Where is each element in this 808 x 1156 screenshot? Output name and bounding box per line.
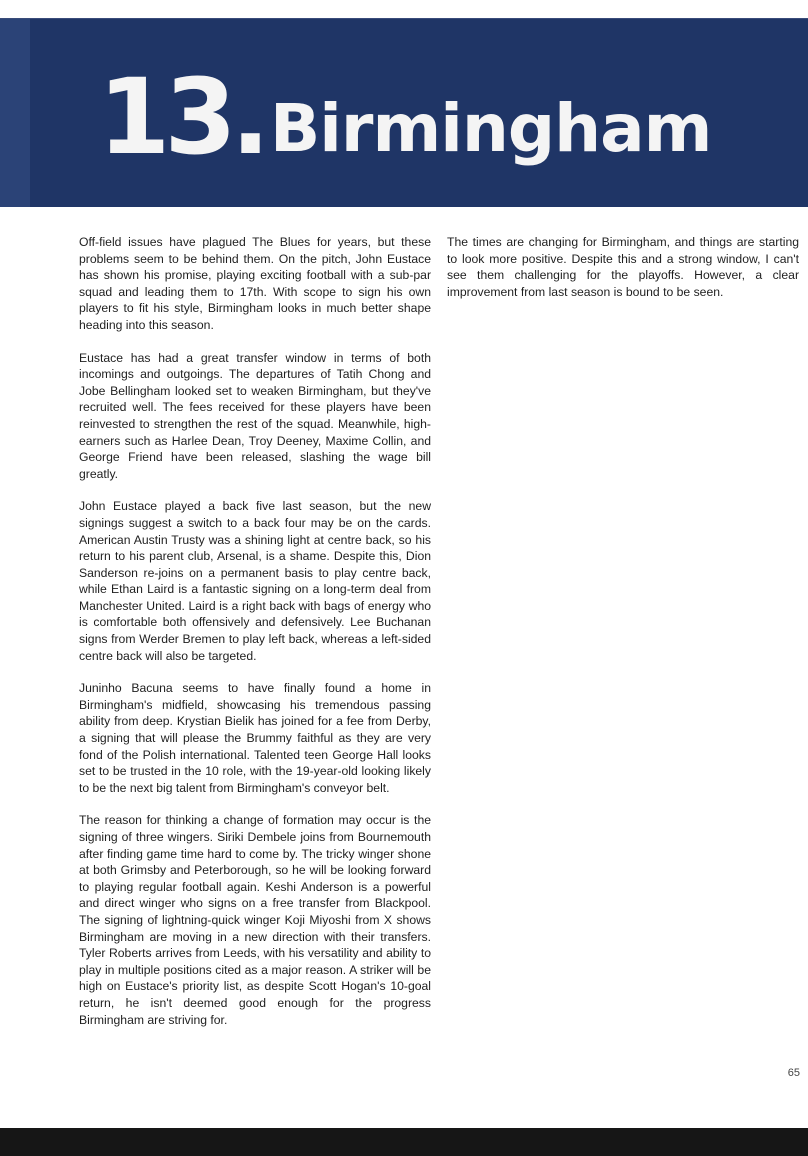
header-accent-stripe xyxy=(0,19,30,207)
page-number: 65 xyxy=(787,1067,800,1079)
ranking-number: 13. xyxy=(98,56,265,178)
article-column-right xyxy=(447,234,799,316)
paragraph-midfield: Juninho Bacuna seems to have finally found a home in Birmingham's midfield, showcasing his tremendous passing ability from deep. Krystian Bielik has joined for a fee from Derby, a signing that will please the Brummy faithful as they are very fond of the Polish international. Talented teen George Hall looks set to be trusted in the 10 role, with the 19-year-old looking likely to be the next big talent from Birmingham's conveyor belt. xyxy=(79,681,431,795)
paragraph-transfer-window: Eustace has had a great transfer window in terms of both incomings and outgoings. The departures of Tatih Chong and Jobe Bellingham looked set to weaken Birmingham, but they've recruited well. The fees received for these players have been reinvested to strengthen the rest of the squad. Meanwhile, high-earners such as Harlee Dean, Troy Deeney, Maxime Collin, and George Friend have been released, slashing the wage bill greatly. xyxy=(79,350,431,481)
bottom-bar xyxy=(0,1128,808,1156)
paragraph-intro: Off-field issues have plagued The Blues for years, but these problems seem to be behind them. On the pitch, John Eustace has shown his promise, playing exciting football with a sub-par squad and leading them to 17th. With scope to sign his own players to fit his style, Birmingham looks in much better shape heading into this season. xyxy=(79,235,431,332)
page-header xyxy=(0,18,808,207)
article-column-left xyxy=(79,234,431,1044)
team-title: Birmingham xyxy=(270,90,712,167)
paragraph-conclusion: The times are changing for Birmingham, and things are starting to look more positive. Despite this and a strong window, I can't see them challenging for the playoffs. However, a clear improvement from last season is bound to be seen. xyxy=(447,235,799,299)
paragraph-attack: The reason for thinking a change of formation may occur is the signing of three wingers. Siriki Dembele joins from Bournemouth after finding game time hard to come by. The tricky winger shone at both Grimsby and Peterborough, so he will be looking forward to playing regular football again. Keshi Anderson is a powerful and direct winger who signs on a free transfer from Blackpool. The signing of lightning-quick winger Koji Miyoshi from X shows Birmingham are moving in a new direction with their transfers. Tyler Roberts arrives from Leeds, with his versatility and ability to play in multiple positions cited as a major reason. A striker will be high on Eustace's priority list, as despite Scott Hogan's 10-goal return, he isn't deemed good enough for the progress Birmingham are striving for. xyxy=(79,813,431,1027)
paragraph-defence: John Eustace played a back five last season, but the new signings suggest a switch to a back four may be on the cards. American Austin Trusty was a shining light at centre back, so his return to his parent club, Arsenal, is a shame. Despite this, Dion Sanderson re-joins on a permanent basis to play centre back, while Ethan Laird is a fantastic signing on a long-term deal from Manchester United. Laird is a right back with bags of energy who is comfortable both offensively and defensively. Lee Buchanan signs from Werder Bremen to play left back, whereas a left-sided centre back will also be targeted. xyxy=(79,499,431,663)
top-margin xyxy=(0,0,808,18)
